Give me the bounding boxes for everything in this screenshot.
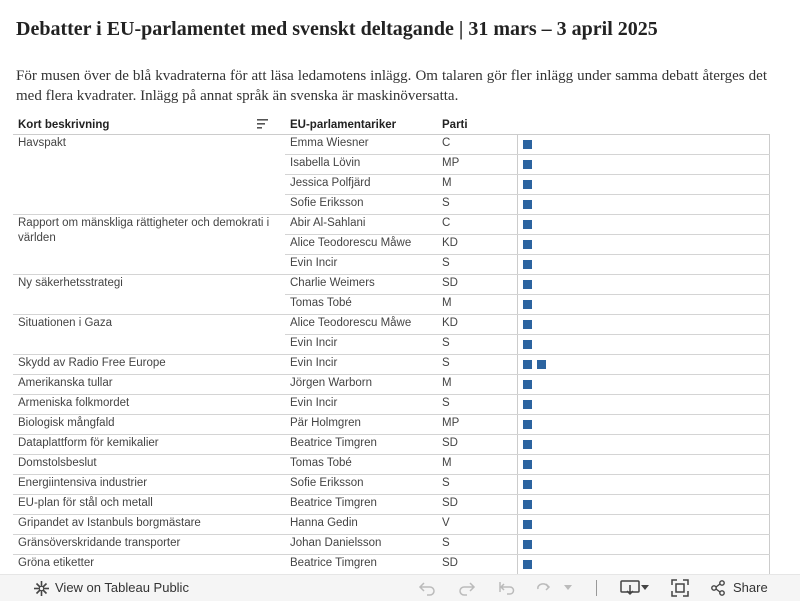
row-divider (285, 194, 770, 195)
party-code: M (442, 177, 452, 189)
group-divider (13, 554, 770, 555)
row-divider (285, 154, 770, 155)
member-name: Evin Incir (290, 397, 338, 409)
group-divider (13, 314, 770, 315)
refresh-chevron-down-icon[interactable] (564, 585, 572, 591)
speech-square[interactable] (523, 240, 532, 249)
tableau-toolbar (0, 574, 800, 601)
member-name: Beatrice Timgren (290, 497, 377, 509)
party-code: KD (442, 237, 458, 249)
member-name: Abir Al-Sahlani (290, 217, 366, 229)
member-name: Sofie Eriksson (290, 197, 364, 209)
member-name: Alice Teodorescu Måwe (290, 237, 412, 249)
member-name: Beatrice Timgren (290, 557, 377, 569)
row-description: Armeniska folkmordet (18, 397, 130, 409)
header-description[interactable]: Kort beskrivning (18, 119, 110, 131)
speech-square[interactable] (523, 540, 532, 549)
party-code: S (442, 197, 450, 209)
member-name: Isabella Lövin (290, 157, 361, 169)
member-name: Beatrice Timgren (290, 437, 377, 449)
undo-icon[interactable] (418, 580, 436, 596)
group-divider (13, 474, 770, 475)
fullscreen-icon[interactable] (671, 579, 689, 597)
party-code: C (442, 137, 451, 149)
party-code: MP (442, 417, 460, 429)
party-code: S (442, 397, 450, 409)
row-description: Amerikanska tullar (18, 377, 113, 389)
row-description: Skydd av Radio Free Europe (18, 357, 166, 369)
member-name: Hanna Gedin (290, 517, 358, 529)
speech-square[interactable] (523, 360, 532, 369)
group-divider (13, 514, 770, 515)
party-code: C (442, 217, 451, 229)
speech-square[interactable] (523, 320, 532, 329)
speech-square[interactable] (523, 380, 532, 389)
page-subtitle: För musen över de blå kvadraterna för att läsa ledamotens inlägg. Om talaren gör fler inlägg under samma debatt återges det med flera kvadrater. Inlägg på annat språk än svenska är maskinöversatta. (16, 68, 767, 104)
party-code: SD (442, 557, 458, 569)
download-chevron-down-icon[interactable] (641, 585, 649, 591)
speech-square[interactable] (523, 200, 532, 209)
group-divider (13, 494, 770, 495)
row-divider (285, 254, 770, 255)
row-description: Domstolsbeslut (18, 457, 97, 469)
revert-icon[interactable] (498, 580, 516, 596)
party-code: S (442, 537, 450, 549)
group-divider (13, 354, 770, 355)
header-party[interactable]: Parti (442, 119, 468, 131)
speech-square[interactable] (523, 340, 532, 349)
share-button[interactable]: Share (733, 580, 768, 595)
party-code: S (442, 477, 450, 489)
member-name: Charlie Weimers (290, 277, 375, 289)
row-description: Situationen i Gaza (18, 317, 112, 329)
redo-icon[interactable] (458, 580, 476, 596)
page-title: Debatter i EU-parlamentet med svenskt deltagande | 31 mars – 3 april 2025 (16, 18, 658, 40)
party-code: SD (442, 497, 458, 509)
party-code: S (442, 257, 450, 269)
speech-square[interactable] (523, 260, 532, 269)
member-name: Evin Incir (290, 257, 338, 269)
member-name: Alice Teodorescu Måwe (290, 317, 412, 329)
group-divider (13, 274, 770, 275)
header-member[interactable]: EU-parlamentariker (290, 119, 397, 131)
speech-square[interactable] (523, 300, 532, 309)
row-description: Dataplattform för kemikalier (18, 437, 159, 449)
party-code: S (442, 337, 450, 349)
member-name: Evin Incir (290, 337, 338, 349)
speech-square[interactable] (523, 420, 532, 429)
group-divider (13, 434, 770, 435)
row-description: Energiintensiva industrier (18, 477, 148, 489)
speech-square[interactable] (523, 280, 532, 289)
party-code: M (442, 377, 452, 389)
member-name: Tomas Tobé (290, 297, 352, 309)
member-name: Evin Incir (290, 357, 338, 369)
share-icon[interactable] (710, 580, 726, 596)
table-header (13, 116, 770, 135)
speech-square[interactable] (523, 400, 532, 409)
speech-square[interactable] (523, 560, 532, 569)
party-code: KD (442, 317, 458, 329)
toolbar-divider (596, 580, 597, 596)
group-divider (13, 394, 770, 395)
row-divider (285, 174, 770, 175)
group-divider (13, 454, 770, 455)
row-description: Rapport om mänskliga rättigheter och demokrati i världen (18, 217, 270, 244)
party-code: MP (442, 157, 460, 169)
party-code: V (442, 517, 450, 529)
row-description: Ny säkerhetsstrategi (18, 277, 123, 289)
member-name: Emma Wiesner (290, 137, 369, 149)
speech-square[interactable] (523, 220, 532, 229)
row-description: Gränsöverskridande transporter (18, 537, 181, 549)
speech-square[interactable] (523, 480, 532, 489)
member-name: Jörgen Warborn (290, 377, 373, 389)
group-divider (13, 534, 770, 535)
row-description: EU-plan för stål och metall (18, 497, 153, 509)
row-divider (285, 334, 770, 335)
download-icon[interactable] (620, 579, 640, 597)
party-code: M (442, 297, 452, 309)
member-name: Jessica Polfjärd (290, 177, 371, 189)
group-divider (13, 374, 770, 375)
row-description: Gröna etiketter (18, 557, 95, 569)
tableau-logo-icon[interactable] (33, 580, 50, 597)
speech-square[interactable] (523, 440, 532, 449)
party-code: SD (442, 437, 458, 449)
row-divider (285, 294, 770, 295)
group-divider (13, 214, 770, 215)
speech-square[interactable] (523, 520, 532, 529)
row-description: Biologisk mångfald (18, 417, 115, 429)
member-name: Sofie Eriksson (290, 477, 364, 489)
group-divider (13, 414, 770, 415)
member-name: Pär Holmgren (290, 417, 361, 429)
row-description: Gripandet av Istanbuls borgmästare (18, 517, 201, 529)
speech-square[interactable] (523, 460, 532, 469)
view-on-tableau-link[interactable]: View on Tableau Public (55, 580, 189, 595)
speech-square[interactable] (523, 180, 532, 189)
row-divider (285, 234, 770, 235)
party-code: M (442, 457, 452, 469)
speech-square[interactable] (523, 500, 532, 509)
speech-square[interactable] (537, 360, 546, 369)
speech-square[interactable] (523, 160, 532, 169)
row-description: Havspakt (18, 137, 66, 149)
debate-table (13, 116, 770, 574)
member-name: Tomas Tobé (290, 457, 352, 469)
speech-square[interactable] (523, 140, 532, 149)
member-name: Johan Danielsson (290, 537, 382, 549)
party-code: SD (442, 277, 458, 289)
party-code: S (442, 357, 450, 369)
refresh-icon[interactable] (534, 580, 552, 596)
sort-icon[interactable] (256, 118, 269, 130)
